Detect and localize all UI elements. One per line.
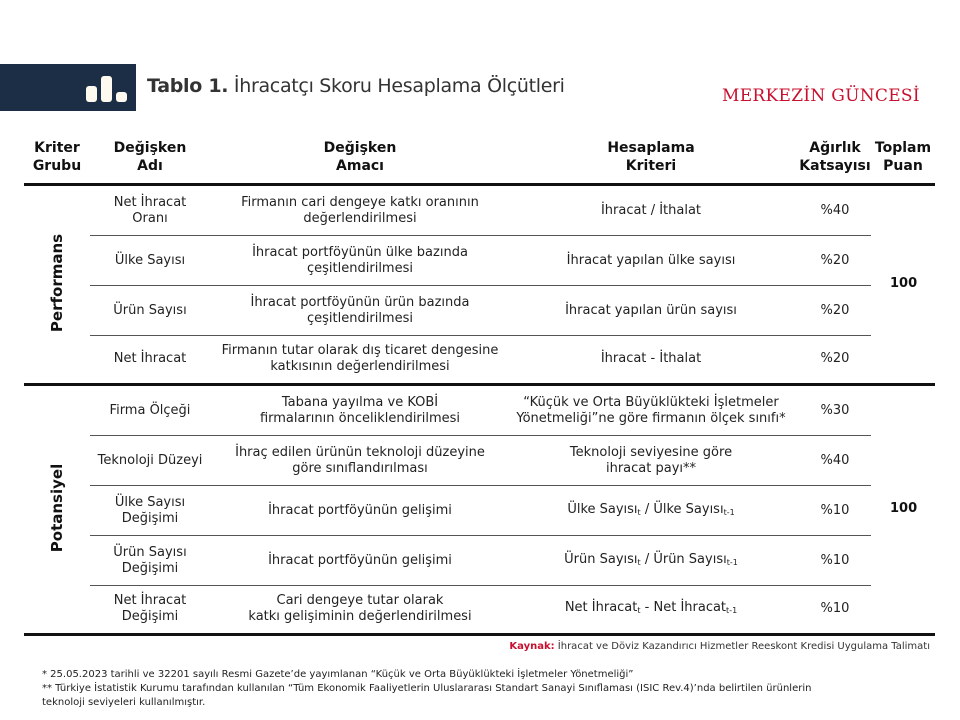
criteria-table xyxy=(24,136,935,636)
table-row xyxy=(24,334,935,384)
variable-name: Teknoloji Düzeyi xyxy=(97,453,203,468)
weight: %20 xyxy=(820,351,850,366)
group-potansiyel xyxy=(24,386,935,636)
variable-purpose: İhracat portföyünün ürün bazında çeşitlendirilmesi xyxy=(250,295,470,326)
calc-criteria: İhracat yapılan ürün sayısı xyxy=(565,303,737,318)
variable-purpose: İhracat portföyünün gelişimi xyxy=(268,503,452,518)
table-row xyxy=(24,584,935,634)
page-title: Tablo 1. İhracatçı Skoru Hesaplama Ölçütleri xyxy=(147,75,565,97)
variable-name: Ülke Sayısı Değişimi xyxy=(114,495,186,526)
col-hesaplama-kriteri: Hesaplama Kriteri xyxy=(607,140,695,174)
title-bar xyxy=(0,64,136,111)
variable-purpose: Tabana yayılma ve KOBİ firmalarının önceliklendirilmesi xyxy=(259,395,461,426)
variable-purpose: İhracat portföyünün ülke bazında çeşitlendirilmesi xyxy=(252,245,468,276)
weight: %20 xyxy=(820,253,850,268)
variable-name: Ürün Sayısı xyxy=(113,303,187,318)
group-total: 100 xyxy=(890,276,918,291)
table-row xyxy=(24,536,935,586)
col-degisken-adi: Değişken Adı xyxy=(113,140,187,174)
weight: %40 xyxy=(820,203,850,218)
variable-purpose: Firmanın cari dengeye katkı oranının değerlendirilmesi xyxy=(241,195,479,226)
table-row xyxy=(24,186,935,236)
calc-criteria: Ürün Sayısı$_t$ / Ürün Sayısı$_{t-1}$ xyxy=(564,551,738,567)
weight: %10 xyxy=(820,601,850,616)
bar-chart-icon xyxy=(86,76,132,102)
footnote-1: * 25.05.2023 tarihli ve 32201 sayılı Resmi Gazete’de yayımlanan “Küçük ve Orta Büyüklükteki İşletmeler Yönetmeliği” xyxy=(42,669,634,680)
group-total: 100 xyxy=(890,501,918,516)
variable-name: Firma Ölçeği xyxy=(109,403,191,418)
group-label: Potansiyel xyxy=(48,463,66,553)
calc-criteria: Teknoloji seviyesine göre ihracat payı** xyxy=(569,445,733,476)
col-kriter-grubu: Kriter Grubu xyxy=(32,140,82,174)
variable-name: Net İhracat Değişimi xyxy=(113,593,187,624)
weight: %10 xyxy=(820,503,850,518)
variable-name: Ürün Sayısı Değişimi xyxy=(113,545,187,576)
calc-criteria: İhracat / İthalat xyxy=(600,203,702,218)
weight: %10 xyxy=(820,553,850,568)
variable-purpose: İhraç edilen ürünün teknoloji düzeyine göre sınıflandırılması xyxy=(235,445,485,476)
weight: %30 xyxy=(820,403,850,418)
variable-name: Net İhracat xyxy=(113,351,187,366)
footnote-2: ** Türkiye İstatistik Kurumu tarafından kullanılan “Tüm Ekonomik Faaliyetlerin Uluslararası Standart Sanayi Sınıflaması (ISIC Rev.4)’nda belirtilen ürünlerin xyxy=(42,683,812,694)
table-row xyxy=(24,436,935,486)
table-row xyxy=(24,286,935,336)
calc-criteria: İhracat - İthalat xyxy=(600,351,702,366)
variable-name: Ülke Sayısı xyxy=(114,253,186,268)
table-row xyxy=(24,486,935,536)
table-row xyxy=(24,386,935,436)
brand-logo: MERKEZİN GÜNCESİ xyxy=(722,86,920,106)
weight: %20 xyxy=(820,303,850,318)
footnotes xyxy=(42,668,922,710)
variable-name: Net İhracat Oranı xyxy=(113,195,187,226)
group-performans xyxy=(24,186,935,386)
calc-criteria: Net İhracat$_t$ - Net İhracat$_{t-1}$ xyxy=(564,599,738,615)
weight: %40 xyxy=(820,453,850,468)
calc-criteria: “Küçük ve Orta Büyüklükteki İşletmeler Yönetmeliği”ne göre firmanın ölçek sınıfı* xyxy=(516,395,786,426)
variable-purpose: Firmanın tutar olarak dış ticaret dengesine katkısının değerlendirilmesi xyxy=(221,343,499,374)
col-agirlik: Ağırlık Katsayısı xyxy=(799,140,871,174)
source-note: Kaynak: İhracat ve Döviz Kazandırıcı Hizmetler Reeskont Kredisi Uygulama Talimatı xyxy=(509,641,930,652)
variable-purpose: İhracat portföyünün gelişimi xyxy=(268,553,452,568)
table-header xyxy=(24,136,935,186)
group-label: Performans xyxy=(48,233,66,333)
footnote-2-cont: teknoloji seviyeleri kullanılmıştır. xyxy=(42,697,206,708)
col-toplam: Toplam Puan xyxy=(874,140,932,174)
table-row xyxy=(24,236,935,286)
col-degisken-amaci: Değişken Amacı xyxy=(323,140,397,174)
calc-criteria: Ülke Sayısı$_t$ / Ülke Sayısı$_{t-1}$ xyxy=(567,501,735,517)
variable-purpose: Cari dengeye tutar olarak katkı gelişiminin değerlendirilmesi xyxy=(248,593,472,624)
calc-criteria: İhracat yapılan ülke sayısı xyxy=(566,253,736,268)
